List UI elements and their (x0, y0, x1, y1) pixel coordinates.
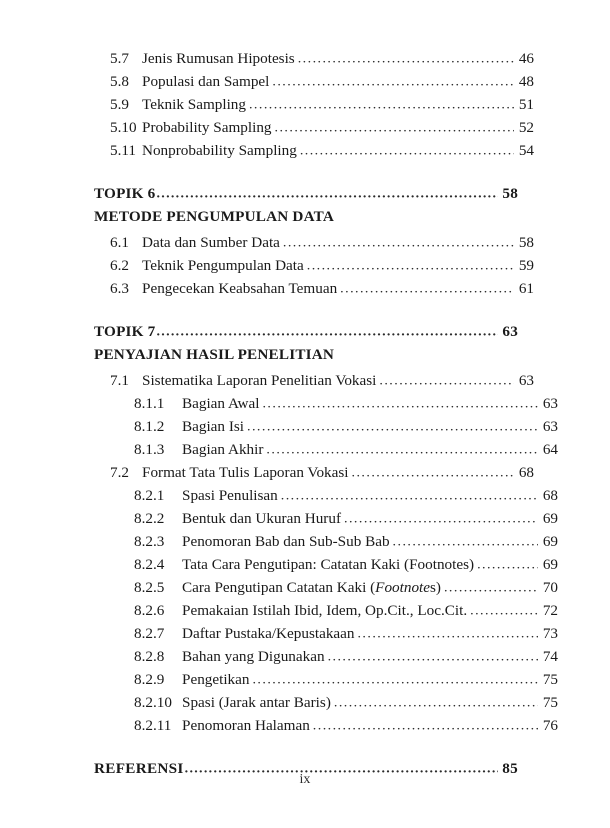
toc-entry-label: Jenis Rumusan Hipotesis (142, 50, 295, 67)
toc-entry-number: 7.1 (110, 372, 129, 389)
dot-leader (298, 49, 514, 71)
toc-entry[interactable] (94, 416, 558, 439)
toc-entry[interactable] (94, 531, 558, 554)
toc-entry-page: 69 (542, 556, 558, 573)
toc-entry[interactable] (94, 232, 534, 255)
dot-leader (283, 233, 514, 255)
toc-entry[interactable] (94, 370, 534, 393)
toc-entry-number: 8.2.6 (134, 602, 165, 619)
dot-leader (470, 601, 538, 623)
toc-entry-number: 8.2.1 (134, 487, 165, 504)
dot-leader (328, 647, 538, 669)
toc-entry-number: 5.8 (110, 73, 129, 90)
toc-entry[interactable] (94, 646, 558, 669)
table-of-contents (94, 48, 558, 781)
toc-entry-label: Bagian Isi (182, 418, 245, 435)
toc-entry-label: Bahan yang Digunakan (182, 648, 325, 665)
toc-entry-label-italic: Footnote (375, 579, 431, 596)
toc-entry-label: Sistematika Laporan Penelitian Vokasi (142, 372, 377, 389)
toc-entry[interactable] (94, 554, 558, 577)
toc-entry-label: Format Tata Tulis Laporan Vokasi (142, 464, 349, 481)
dot-leader (393, 532, 538, 554)
toc-entry-label: Data dan Sumber Data (142, 234, 280, 251)
dot-leader (281, 486, 538, 508)
toc-entry-number: 8.2.4 (134, 556, 165, 573)
toc-topic-page: 58 (502, 185, 518, 202)
toc-entry-page: 75 (542, 694, 558, 711)
toc-entry-page: 63 (542, 395, 558, 412)
toc-entry-label: Daftar Pustaka/Kepustakaan (182, 625, 355, 642)
dot-leader (266, 440, 538, 462)
toc-entry[interactable] (94, 600, 558, 623)
toc-entry-page: 69 (542, 510, 558, 527)
toc-entry-label: Spasi Penulisan (182, 487, 278, 504)
dot-leader (344, 509, 538, 531)
toc-entry-number: 8.2.5 (134, 579, 165, 596)
toc-entry-label: Penomoran Bab dan Sub-Sub Bab (182, 533, 390, 550)
toc-entry-page: 48 (518, 73, 534, 90)
toc-entry-label: Spasi (Jarak antar Baris) (182, 694, 331, 711)
toc-entry[interactable] (94, 669, 558, 692)
toc-entry-page: 72 (542, 602, 558, 619)
toc-topic-title: METODE PENGUMPULAN DATA (94, 208, 335, 225)
toc-entry-number: 8.2.10 (134, 694, 172, 711)
toc-entry-page: 54 (518, 142, 534, 159)
toc-entry-number: 8.2.8 (134, 648, 165, 665)
dot-leader (334, 693, 538, 715)
toc-entry-number: 6.2 (110, 257, 129, 274)
toc-entry[interactable] (94, 278, 534, 301)
toc-entry-number: 8.1.3 (134, 441, 165, 458)
toc-entry-label: Bagian Awal (182, 395, 260, 412)
toc-entry-label: Bentuk dan Ukuran Huruf (182, 510, 342, 527)
toc-entry[interactable] (94, 462, 534, 485)
toc-entry-page: 58 (518, 234, 534, 251)
dot-leader (379, 371, 514, 393)
toc-entry[interactable] (94, 692, 558, 715)
toc-entry[interactable] (94, 94, 534, 117)
toc-entry-label: Nonprobability Sampling (142, 142, 297, 159)
dot-leader (300, 141, 514, 163)
toc-entry-page: 70 (542, 579, 558, 596)
toc-entry[interactable] (94, 715, 558, 738)
toc-topic-page: 63 (502, 323, 518, 340)
toc-entry-label: Tata Cara Pengutipan: Catatan Kaki (Footnotes) (182, 556, 475, 573)
toc-entry-label: Penomoran Halaman (182, 717, 310, 734)
toc-entry-label: Pengetikan (182, 671, 250, 688)
dot-leader (444, 578, 538, 600)
toc-topic-heading[interactable] (94, 183, 518, 206)
toc-entry-number: 8.2.9 (134, 671, 165, 688)
toc-entry-number: 8.2.3 (134, 533, 165, 550)
page-folio: ix (299, 772, 311, 787)
toc-entry-page: 63 (518, 372, 534, 389)
toc-entry-label: Teknik Pengumpulan Data (142, 257, 304, 274)
toc-entry-page: 74 (542, 648, 558, 665)
toc-entry-number: 8.2.11 (134, 717, 172, 734)
dot-leader (156, 322, 498, 344)
dot-leader (262, 394, 538, 416)
toc-entry[interactable] (94, 508, 558, 531)
toc-entry[interactable] (94, 48, 534, 71)
toc-topic-number: TOPIK 7 (94, 323, 156, 340)
toc-entry-number: 8.1.1 (134, 395, 165, 412)
toc-entry-page: 59 (518, 257, 534, 274)
dot-leader (307, 256, 514, 278)
toc-entry-number: 6.1 (110, 234, 129, 251)
toc-entry-number: 6.3 (110, 280, 129, 297)
toc-entry-page: 68 (542, 487, 558, 504)
toc-entry[interactable] (94, 140, 534, 163)
dot-leader (357, 624, 538, 646)
toc-entry-page: 69 (542, 533, 558, 550)
dot-leader (340, 279, 514, 301)
toc-entry[interactable] (94, 393, 558, 416)
toc-entry-page: 68 (518, 464, 534, 481)
toc-entry[interactable] (94, 577, 558, 600)
toc-entry-label: Probability Sampling (142, 119, 272, 136)
toc-entry-page: 64 (542, 441, 558, 458)
dot-leader (252, 670, 538, 692)
dot-leader (477, 555, 538, 577)
toc-entry-page: 51 (518, 96, 534, 113)
dot-leader (156, 184, 498, 206)
dot-leader (275, 118, 514, 140)
dot-leader (247, 417, 538, 439)
toc-entry-label: Populasi dan Sampel (142, 73, 270, 90)
toc-entry-number: 5.9 (110, 96, 129, 113)
toc-entry-number: 5.10 (110, 119, 137, 136)
toc-entry-label: Pemakaian Istilah Ibid, Idem, Op.Cit., Loc.Cit. (182, 602, 468, 619)
toc-entry-label: Pengecekan Keabsahan Temuan (142, 280, 338, 297)
toc-referensi-page: 85 (502, 760, 518, 777)
toc-entry-label: Teknik Sampling (142, 96, 246, 113)
toc-entry-page: 75 (542, 671, 558, 688)
toc-entry-number: 8.1.2 (134, 418, 165, 435)
toc-topic-heading[interactable] (94, 321, 518, 344)
toc-entry-label: Bagian Akhir (182, 441, 264, 458)
toc-entry-page: 46 (518, 50, 534, 67)
dot-leader (352, 463, 514, 485)
dot-leader (272, 72, 514, 94)
toc-entry[interactable] (94, 439, 558, 462)
toc-entry-number: 7.2 (110, 464, 129, 481)
toc-entry-number: 5.7 (110, 50, 129, 67)
toc-entry-page: 52 (518, 119, 534, 136)
toc-entry-number: 8.2.7 (134, 625, 165, 642)
toc-entry-page: 63 (542, 418, 558, 435)
toc-entry[interactable] (94, 623, 558, 646)
dot-leader (249, 95, 514, 117)
toc-entry-label-post: s) (430, 579, 441, 596)
toc-entry-number: 5.11 (110, 142, 137, 159)
toc-entry-label-pre: Cara Pengutipan Catatan Kaki ( (182, 579, 376, 596)
toc-entry-page: 76 (542, 717, 558, 734)
toc-entry[interactable] (94, 117, 534, 140)
toc-topic-title: PENYAJIAN HASIL PENELITIAN (94, 346, 335, 363)
toc-entry-page: 61 (518, 280, 534, 297)
toc-topic-number: TOPIK 6 (94, 185, 156, 202)
dot-leader (313, 716, 538, 738)
toc-entry[interactable] (94, 485, 558, 508)
toc-entry-label (182, 577, 443, 599)
toc-referensi-label: REFERENSI (94, 760, 184, 777)
toc-entry[interactable] (94, 71, 534, 94)
toc-entry[interactable] (94, 255, 534, 278)
toc-entry-page: 73 (542, 625, 558, 642)
toc-entry-number: 8.2.2 (134, 510, 165, 527)
